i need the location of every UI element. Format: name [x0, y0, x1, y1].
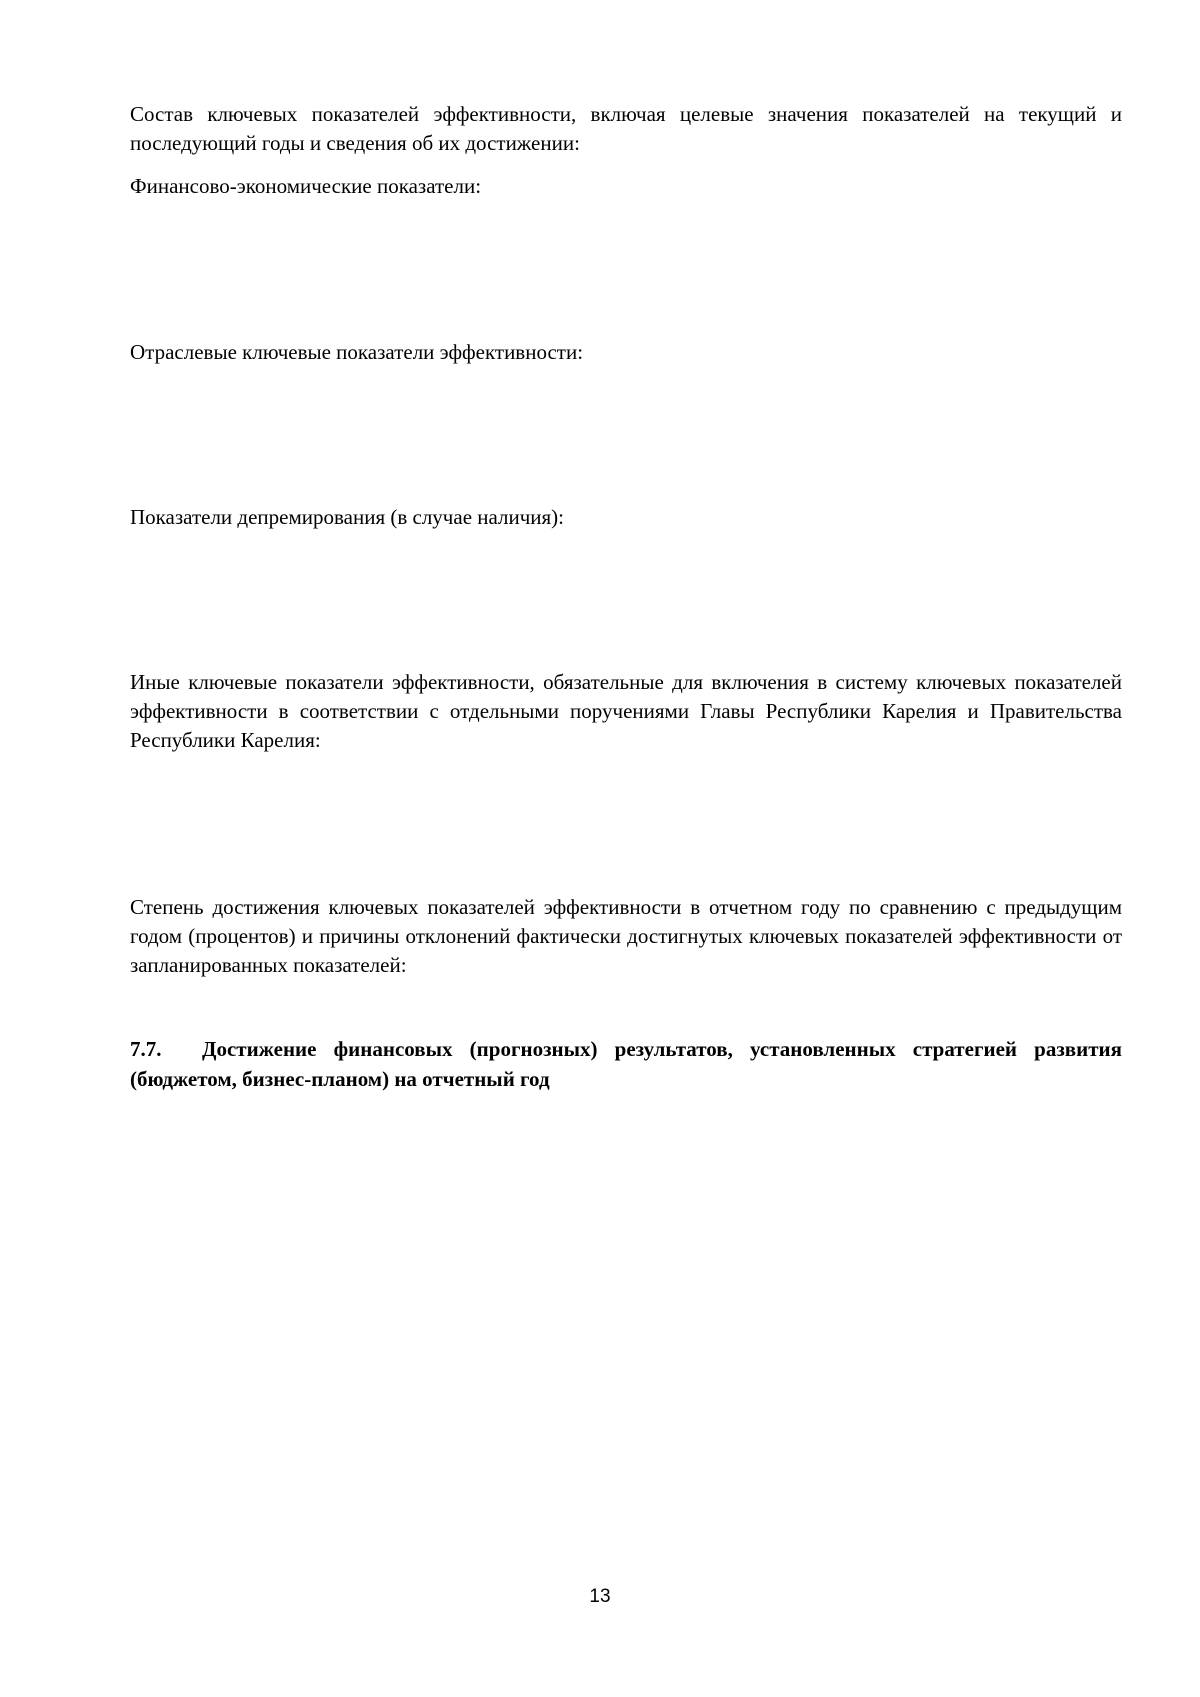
achievement-degree-paragraph: Степень достижения ключевых показателей эффективности в отчетном году по сравнению с предыдущим годом (процентов) и причины отклонений фактически достигнутых ключевых показателей эффективности от запланированных показателей:: [130, 895, 1122, 977]
section-title: Достижение финансовых (прогнозных) результатов, установленных стратегией развития (бюджетом, бизнес-планом) на отчетный год: [130, 1037, 1122, 1091]
intro-paragraph: Состав ключевых показателей эффективности, включая целевые значения показателей на текущий и последующий годы и сведения об их достижении:: [130, 102, 1122, 155]
section-number: 7.7.: [130, 1037, 162, 1061]
other-indicators-paragraph: Иные ключевые показатели эффективности, обязательные для включения в систему ключевых показателей эффективности в соответствии с отдельными поручениями Главы Республики Карелия и Правительства Республики Карелия:: [130, 670, 1122, 752]
financial-indicators-label: Финансово-экономические показатели:: [130, 174, 482, 198]
depremium-indicators-label: Показатели депремирования (в случае наличия):: [130, 505, 565, 529]
page-number: 13: [589, 1586, 611, 1607]
industry-indicators-label: Отраслевые ключевые показатели эффективности:: [130, 340, 584, 364]
section-heading: [130, 1034, 1122, 1094]
